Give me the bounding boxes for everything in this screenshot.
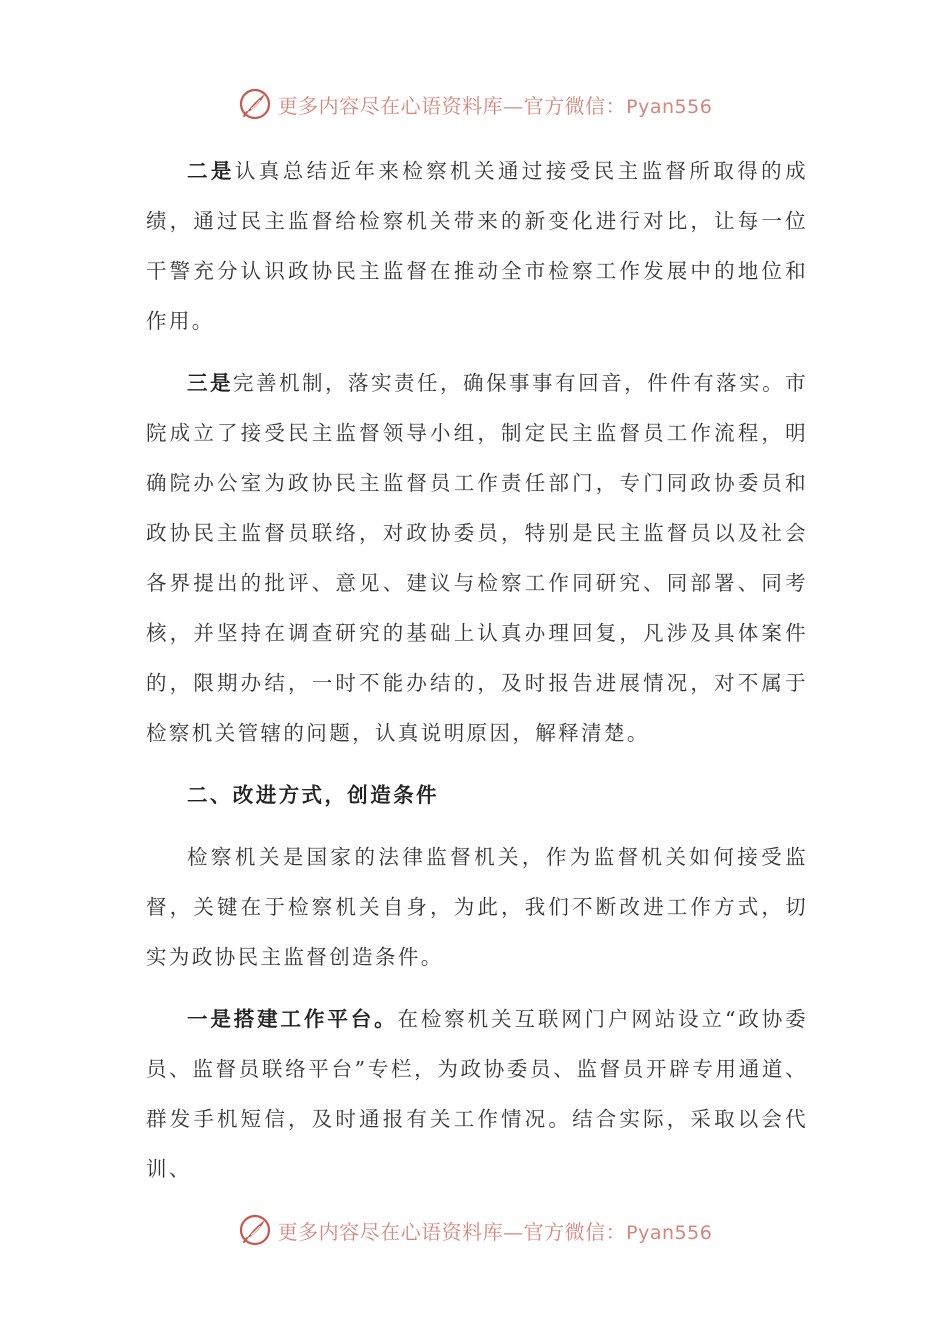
banner-main-text: 更多内容尽在心语资料库 — [277, 1219, 504, 1244]
paragraph-intro — [146, 832, 808, 982]
paragraph-text: 在检察机关互联网门户网站设立“政协委员、监督员联络平台”专栏，为政协委员、监督员开辟专用通道、群发手机短信，及时通报有关工作情况。结合实际，采取以会代训、 — [146, 1007, 808, 1181]
paragraph-3 — [146, 358, 808, 758]
footer-banner-text — [278, 1216, 713, 1245]
section-heading: 二、改进方式，创造条件 — [187, 783, 439, 807]
paragraph-text: 完善机制，落实责任，确保事事有回音，件件有落实。市院成立了接受民主监督领导小组，制定民主监督员工作流程，明确院办公室为政协民主监督员工作责任部门，专门同政协委员和政协民主监督员联络，对政协委员，特别是民主监督员以及社会各界提出的批评、意见、建议与检察工作同研究、同部署、同考核，并坚持在调查研究的基础上认真办理回复，凡涉及具体案件的，限期办结，一时不能办结的，及时报告进展情况，对不属于检察机关管辖的问题，认真说明原因，解释清楚。 — [146, 371, 808, 745]
header-banner-text — [278, 90, 713, 119]
paragraph-text: 认真总结近年来检察机关通过接受民主监督所取得的成绩，通过民主监督给检察机关带来的新变化进行对比，让每一位干警充分认识政协民主监督在推动全市检察工作发展中的地位和作用。 — [146, 159, 808, 333]
banner-dash: — — [503, 1219, 524, 1244]
banner-main-text: 更多内容尽在心语资料库 — [277, 93, 504, 118]
banner-official-label: 官方微信： — [523, 93, 627, 118]
banner-dash: — — [503, 93, 524, 118]
banner-wechat-id: Pyan556 — [626, 1221, 713, 1244]
paragraph-1 — [146, 994, 808, 1194]
paragraph-text: 检察机关是国家的法律监督机关，作为监督机关如何接受监督，关键在于检察机关自身，为此，我们不断改进工作方式，切实为政协民主监督创造条件。 — [146, 845, 808, 969]
paragraph-lead: 三是 — [187, 371, 234, 395]
banner-wechat-id: Pyan556 — [626, 95, 713, 118]
paragraph-lead: 一是搭建工作平台。 — [187, 1007, 398, 1031]
quill-pen-seal-icon — [238, 1213, 272, 1247]
paragraph-2 — [146, 146, 808, 346]
document-body — [146, 146, 808, 1206]
banner-official-label: 官方微信： — [523, 1219, 627, 1244]
header-banner — [0, 84, 950, 124]
paragraph-lead: 二是 — [187, 159, 235, 183]
footer-banner — [0, 1210, 950, 1250]
quill-pen-seal-icon — [238, 87, 272, 121]
